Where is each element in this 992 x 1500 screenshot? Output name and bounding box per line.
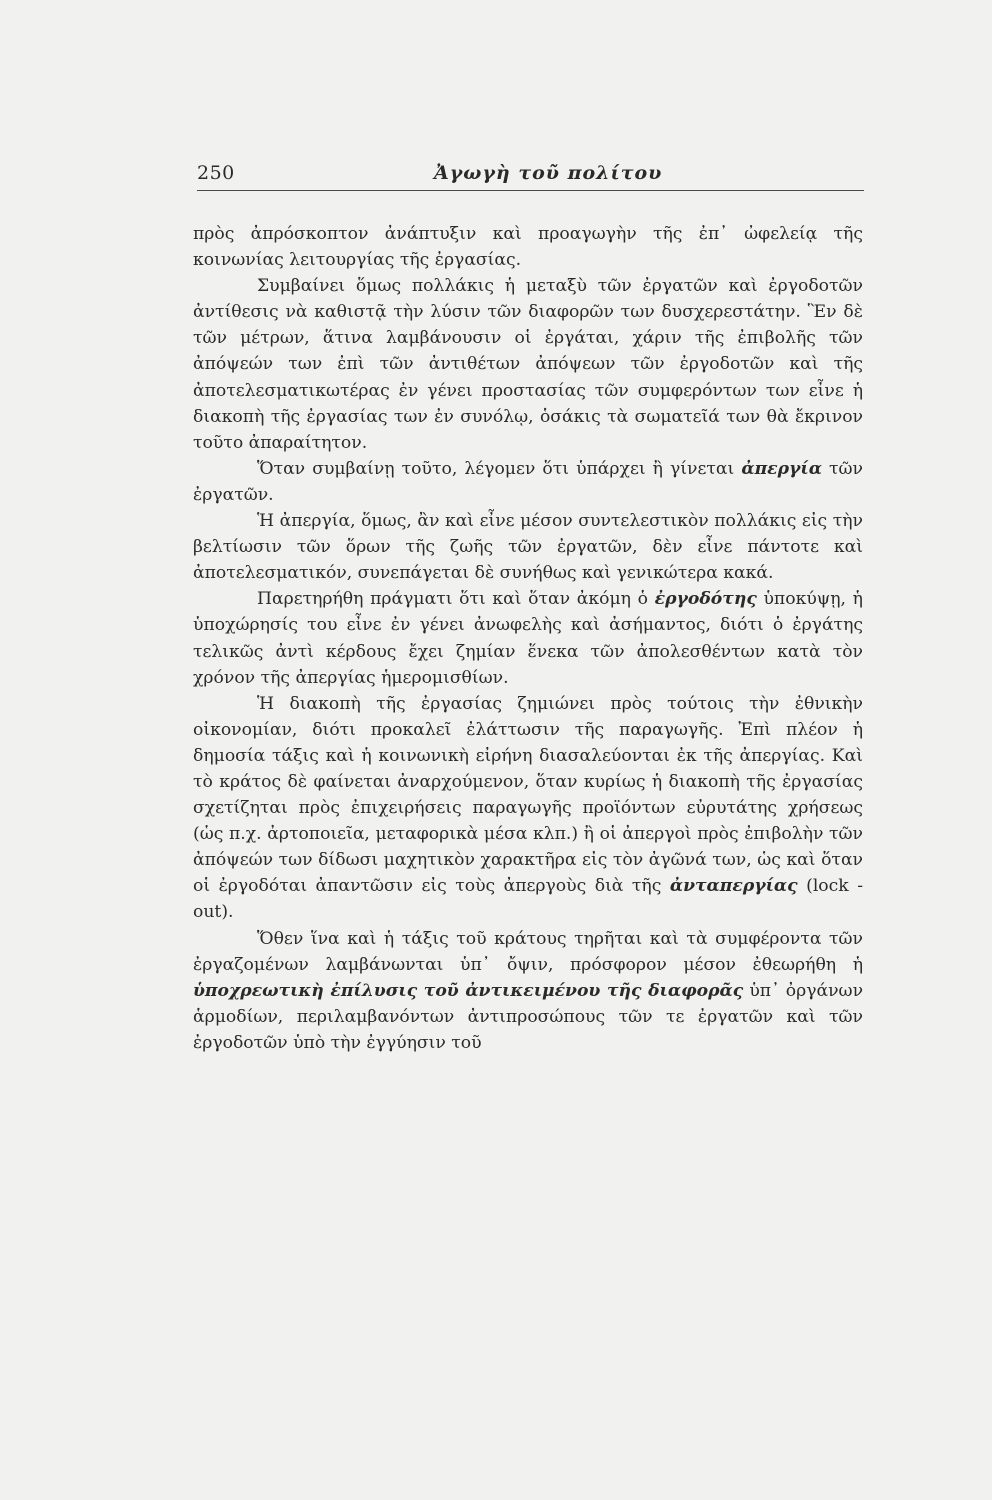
paragraph-1-text: πρὸς ἀπρόσκοπτον ἀνάπτυξιν καὶ προαγωγὴν τῆς ἐπ᾽ ὠφελείᾳ τῆς κοινωνίας λειτουργίας τῆς ἐργασίας. bbox=[193, 224, 863, 271]
paragraph-3-text-start: Ὅταν συμβαίνῃ τοῦτο, λέγομεν ὅτι ὑπάρχει ἢ γίνεται bbox=[257, 458, 735, 479]
paragraph-5-text-end: ὑποκύψῃ, ἡ ὑποχώρησίς του εἶνε ἐν γένει ἀνωφελὴς καὶ ἀσήμαντος, διότι ὁ ἐργάτης τελικῶς ἀντὶ κέρδους ἔχει ζημίαν ἕνεκα τῶν ἀπολεσθέντων κατὰ τὸν χρόνον τῆς ἀπεργίας ἡμερομισθίων. bbox=[193, 589, 863, 688]
page-header bbox=[197, 160, 864, 191]
paragraph-6 bbox=[193, 691, 863, 926]
paragraph-2 bbox=[193, 273, 863, 456]
paragraph-7-text-end: ὑπ᾽ ὀργάνων ἁρμοδίων, περιλαμβανόντων ἀντιπροσώπους τῶν τε ἐργατῶν καὶ τῶν ἐργοδοτῶν ὑπὸ τὴν ἐγγύησιν τοῦ bbox=[193, 980, 864, 1053]
page-number: 250 bbox=[197, 162, 235, 184]
running-title: Ἀγωγὴ τοῦ πολίτου bbox=[434, 162, 663, 184]
paragraph-7 bbox=[193, 926, 863, 1056]
paragraph-2-text: Συμβαίνει ὅμως πολλάκις ἡ μεταξὺ τῶν ἐργατῶν καὶ ἐργοδοτῶν ἀντίθεσις νὰ καθιστᾷ τὴν λύσιν τῶν διαφορῶν των δυσχερεστάτην. Ἓν δὲ τῶν μέτρων, ἅτινα λαμβάνουσιν οἱ ἐργάται, χάριν τῆς ἐπιβολῆς τῶν ἀπόψεών των ἐπὶ τῶν ἀντιθέτων ἀπόψεων τῶν ἐργοδοτῶν καὶ τῆς ἀποτελεσματικωτέρας ἐν γένει προστασίας τῶν συμφερόντων των εἶνε ἡ διακοπὴ τῆς ἐργασίας των ἐν συνόλῳ, ὁσάκις τὰ σωματεῖά των θὰ ἔκρινον τοῦτο ἀπαραίτητον. bbox=[193, 276, 863, 453]
term-antapergia: ἀνταπεργίας bbox=[669, 876, 798, 897]
body-text bbox=[193, 221, 863, 1056]
paragraph-5-text-start: Παρετηρήθη πράγματι ὅτι καὶ ὅταν ἀκόμη ὁ bbox=[257, 589, 648, 610]
term-ypochreotiki-epilysis: ὑποχρεωτικὴ ἐπίλυσις τοῦ ἀντικειμένου τῆς διαφορᾶς bbox=[193, 980, 744, 1001]
paragraph-3 bbox=[193, 456, 863, 508]
paragraph-6-text-start: Ἡ διακοπὴ τῆς ἐργασίας ζημιώνει πρὸς τούτοις τὴν ἐθνικὴν οἰκονομίαν, διότι προκαλεῖ ἐλάττωσιν τῆς παραγωγῆς. Ἐπὶ πλέον ἡ δημοσία τάξις καὶ ἡ κοινωνικὴ εἰρήνη διασαλεύονται ἐκ τῆς ἀπεργίας. Καὶ τὸ κράτος δὲ φαίνεται ἀναρχούμενον, ὅταν κυρίως ἡ διακοπὴ τῆς ἐργασίας σχετίζηται πρὸς ἐπιχειρήσεις παραγωγῆς προϊόντων εὐρυτάτης χρήσεως (ὡς π.χ. ἀρτοποιεῖα, μεταφορικὰ μέσα κλπ.) ἢ οἱ ἀπεργοὶ πρὸς ἐπιβολὴν τῶν ἀπόψεών των δίδωσι μαχητικὸν χαρακτῆρα εἰς τὸν ἀγῶνά των, ὡς καὶ ὅταν οἱ ἐργοδόται ἀπαντῶσιν εἰς τοὺς ἀπεργοὺς διὰ τῆς bbox=[193, 693, 863, 897]
paragraph-6-text-end: (lock - out). bbox=[193, 876, 863, 923]
paragraph-7-text-start: Ὅθεν ἵνα καὶ ἡ τάξις τοῦ κράτους τηρῆται καὶ τὰ συμφέροντα τῶν ἐργαζομένων λαμβάνωνται ὑπ᾽ ὄψιν, πρόσφορον μέσον ἐθεωρήθη ἡ bbox=[193, 928, 863, 975]
paragraph-4-text: Ἡ ἀπεργία, ὅμως, ἂν καὶ εἶνε μέσον συντελεστικὸν πολλάκις εἰς τὴν βελτίωσιν τῶν ὅρων τῆς ζωῆς τῶν ἐργατῶν, δὲν εἶνε πάντοτε καὶ ἀποτελεσματικόν, συνεπάγεται δὲ συνήθως καὶ γενικώτερα κακά. bbox=[193, 511, 863, 584]
paragraph-1 bbox=[193, 221, 863, 273]
paragraph-5 bbox=[193, 586, 863, 690]
paragraph-4 bbox=[193, 508, 863, 586]
term-ergodotis: ἐργοδότης bbox=[654, 589, 757, 610]
paragraph-3-text-end: τῶν ἐργατῶν. bbox=[193, 458, 864, 505]
term-apergia: ἀπεργία bbox=[741, 458, 822, 479]
